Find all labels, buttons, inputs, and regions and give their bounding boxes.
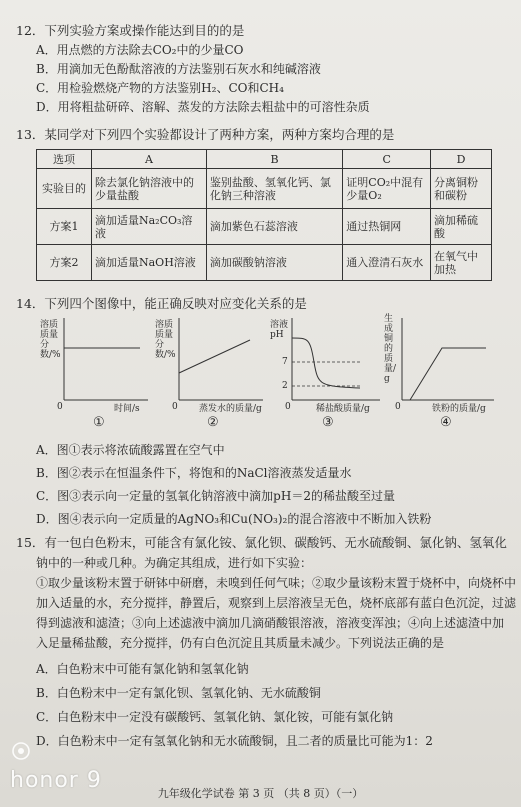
q14-option-c: C．图③表示向一定量的氢氧化钠溶液中滴加pH＝2的稀盐酸至过量 bbox=[36, 489, 395, 503]
q12-option-c: C．用检验燃烧产物的方法鉴别H₂、CO和CH₄ bbox=[36, 81, 284, 95]
graph-2-plot bbox=[155, 318, 265, 413]
q14-option-b: B．图②表示在恒温条件下，将饱和的NaCl溶液蒸发适量水 bbox=[36, 466, 352, 480]
q15-option-a: A．白色粉末中可能有氯化钠和氢氧化钠 bbox=[36, 662, 249, 676]
table-cell: 滴加适量Na₂CO₃溶液 bbox=[92, 209, 207, 245]
row-label: 方案1 bbox=[37, 209, 92, 245]
graph-1 bbox=[40, 318, 150, 413]
table-row bbox=[37, 169, 492, 209]
graph-3-origin: 0 bbox=[285, 402, 291, 412]
q15-line-6: 入足量稀盐酸，充分搅拌，仍有白色沉淀且其质量未减少。下列说法正确的是 bbox=[36, 636, 445, 650]
table-cell: 通过热铜网 bbox=[343, 209, 431, 245]
graph-3-tag: ③ bbox=[322, 415, 334, 430]
q15-option-d: D．白色粉末中一定有氢氧化钠和无水硫酸铜，且二者的质量比可能为1：2 bbox=[36, 734, 433, 748]
table-cell: 滴加稀硫酸 bbox=[431, 209, 492, 245]
graph-1-tag: ① bbox=[93, 415, 105, 430]
table-header: D bbox=[431, 150, 492, 169]
q15-option-c: C．白色粉末中一定没有碳酸钙、氢氧化钠、氯化铵，可能有氯化钠 bbox=[36, 710, 394, 724]
q14-option-d: D．图④表示向一定质量的AgNO₃和Cu(NO₃)₂的混合溶液中不断加入铁粉 bbox=[36, 512, 432, 526]
table-cell: 分离铜粉和碳粉 bbox=[431, 169, 492, 209]
graph-4-plot bbox=[384, 318, 499, 413]
table-row bbox=[37, 209, 492, 245]
q15-line-2: 钠中的一种或几种。为确定其组成，进行如下实验： bbox=[36, 556, 313, 570]
q15-line-4: 加入适量的水，充分搅拌，静置后，观察到上层溶液呈无色，烧杯底部有蓝白色沉淀，过滤 bbox=[36, 596, 517, 610]
graph-4-origin: 0 bbox=[395, 402, 401, 412]
table-cell: 鉴别盐酸、氢氧化钙、氯化钠三种溶液 bbox=[206, 169, 342, 209]
camera-brand-ring-icon bbox=[10, 740, 32, 762]
graph-1-origin: 0 bbox=[57, 402, 63, 412]
table-cell: 滴加适量NaOH溶液 bbox=[92, 245, 207, 281]
graph-4-tag: ④ bbox=[440, 415, 452, 430]
graph-2-origin: 0 bbox=[172, 402, 178, 412]
graph-4-ylabel: 生成铜的质量/g bbox=[384, 314, 397, 384]
graph-4 bbox=[384, 314, 499, 414]
page-footer: 九年级化学试卷 第 3 页 （共 8 页）（一） bbox=[157, 787, 364, 800]
table-row bbox=[37, 245, 492, 281]
q14-stem: 14．下列四个图像中，能正确反映对应变化关系的是 bbox=[16, 296, 307, 311]
q12-option-d: D．用将粗盐研碎、溶解、蒸发的方法除去粗盐中的可溶性杂质 bbox=[36, 100, 370, 114]
q15-line-1: 15．有一包白色粉末，可能含有氯化铵、氯化钡、碳酸钙、无水硫酸铜、氯化钠、氢氧化 bbox=[16, 535, 507, 550]
graph-1-xlabel: 时间/s bbox=[114, 404, 140, 414]
table-cell: 在氧气中加热 bbox=[431, 245, 492, 281]
table-cell: 除去氯化钠溶液中的少量盐酸 bbox=[92, 169, 207, 209]
q15-line-3: ①取少量该粉末置于研钵中研磨，未嗅到任何气味；②取少量该粉末置于烧杯中，向烧杯中 bbox=[36, 576, 517, 590]
q14-option-a: A．图①表示将浓硫酸露置在空气中 bbox=[36, 443, 225, 457]
row-label: 实验目的 bbox=[37, 169, 92, 209]
table-header: B bbox=[206, 150, 342, 169]
q15-line-5: 得到滤液和滤渣；③向上述滤液中滴加几滴硝酸银溶液，溶液变浑浊；④向上述滤渣中加 bbox=[36, 616, 505, 630]
graph-4-xlabel: 铁粉的质量/g bbox=[432, 404, 486, 414]
graph-1-plot bbox=[40, 318, 150, 413]
graph-2-ylabel: 溶质质量分数/% bbox=[155, 320, 176, 360]
graph-2 bbox=[155, 318, 265, 413]
table-header: A bbox=[92, 150, 207, 169]
q15-option-b: B．白色粉末中一定有氯化钡、氢氧化钠、无水硫酸铜 bbox=[36, 686, 321, 700]
graph-2-tag: ② bbox=[207, 415, 219, 430]
table-header: C bbox=[343, 150, 431, 169]
q12-option-a: A．用点燃的方法除去CO₂中的少量CO bbox=[36, 43, 244, 57]
table-header: 选项 bbox=[37, 150, 92, 169]
graph-2-xlabel: 蒸发水的质量/g bbox=[199, 404, 262, 414]
q13-table bbox=[36, 149, 492, 281]
q12-stem: 12．下列实验方案或操作能达到目的的是 bbox=[16, 23, 245, 38]
graph-3-ylabel: 溶液pH bbox=[270, 320, 289, 340]
table-cell: 通入澄清石灰水 bbox=[343, 245, 431, 281]
table-header-row bbox=[37, 150, 492, 169]
graph-3-tick-2: 2 bbox=[282, 381, 288, 391]
table-cell: 滴加紫色石蕊溶液 bbox=[206, 209, 342, 245]
graph-3-tick-7: 7 bbox=[282, 357, 288, 367]
graph-3 bbox=[268, 318, 383, 413]
graph-3-xlabel: 稀盐酸质量/g bbox=[316, 404, 370, 414]
row-label: 方案2 bbox=[37, 245, 92, 281]
q12-option-b: B．用滴加无色酚酞溶液的方法鉴别石灰水和纯碱溶液 bbox=[36, 62, 321, 76]
table-cell: 证明CO₂中混有少量O₂ bbox=[343, 169, 431, 209]
table-cell: 滴加碳酸钠溶液 bbox=[206, 245, 342, 281]
camera-watermark: honor 9 bbox=[10, 768, 102, 793]
graph-1-ylabel: 溶质质量分数/% bbox=[40, 320, 61, 360]
q13-stem: 13．某同学对下列四个实验都设计了两种方案，两种方案均合理的是 bbox=[16, 127, 395, 142]
